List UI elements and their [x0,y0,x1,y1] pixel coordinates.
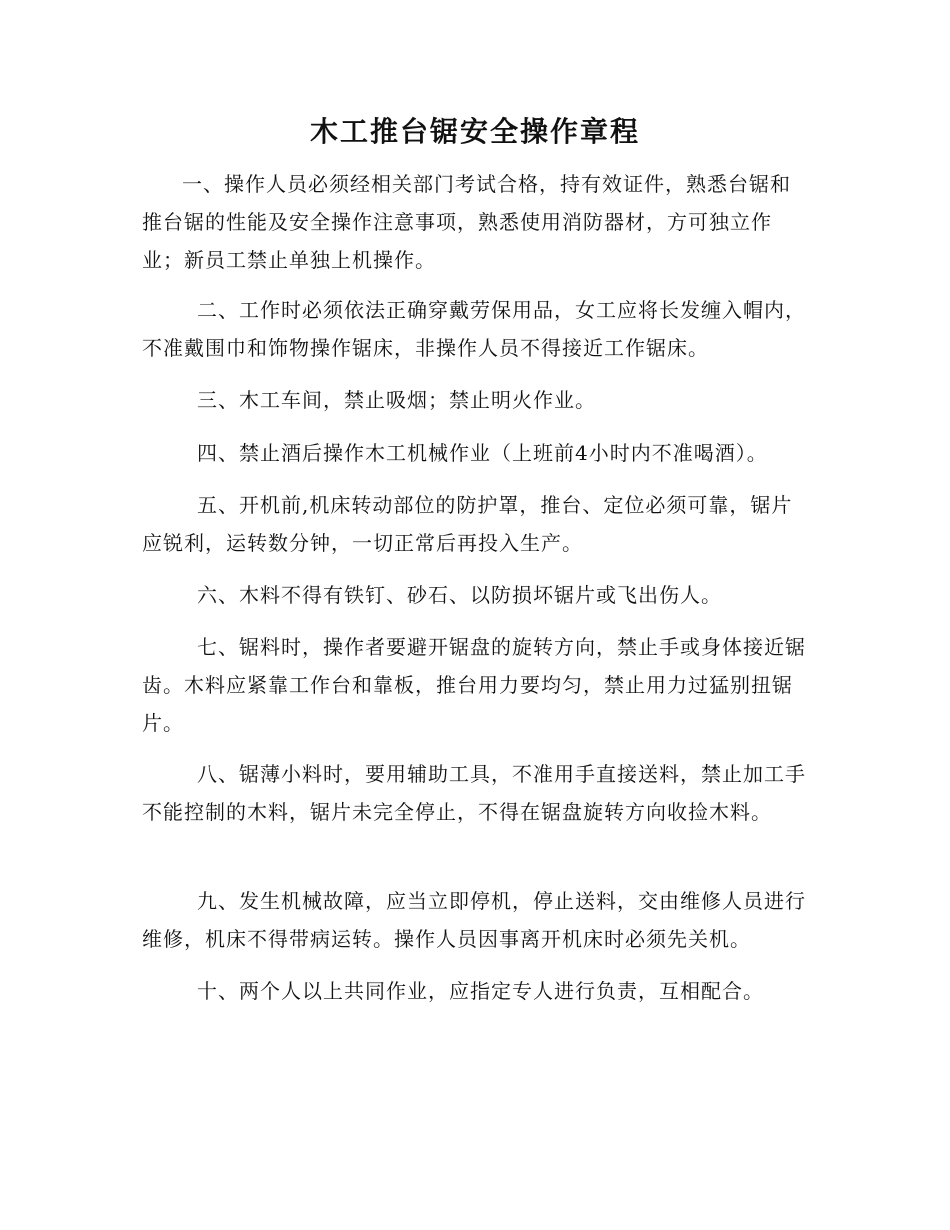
paragraph-7: 七、锯料时，操作者要避开锯盘的旋转方向，禁止手或身体接近锯齿。木料应紧靠工作台和靠板，推台用力要均匀，禁止用力过猛别扭锯片。 [142,635,806,735]
paragraph-9: 九、发生机械故障，应当立即停机，停止送料，交由维修人员进行维修，机床不得带病运转。操作人员因事离开机床时必须先关机。 [142,889,806,951]
paragraph-8: 八、锯薄小料时，要用辅助工具，不准用手直接送料，禁止加工手不能控制的木料，锯片未完全停止，不得在锯盘旋转方向收捡木料。 [142,762,806,824]
paragraph-1: 一、操作人员必须经相关部门考试合格，持有效证件，熟悉台锯和推台锯的性能及安全操作注意事项，熟悉使用消防器材，方可独立作业；新员工禁止单独上机操作。 [142,172,791,272]
paragraph-6: 六、木料不得有铁钉、砂石、以防损坏锯片或飞出伤人。 [197,583,722,607]
paragraph-5: 五、开机前,机床转动部位的防护罩，推台、定位必须可靠，锯片应锐利，运转数分钟，一切正常后再投入生产。 [142,493,793,555]
paragraph-10: 十、两个人以上共同作业，应指定专人进行负责，互相配合。 [197,979,764,1003]
paragraph-3: 三、木工车间，禁止吸烟；禁止明火作业。 [197,388,596,412]
paragraph-4: 四、禁止酒后操作木工机械作业（上班前4小时内不准喝酒）。 [197,441,768,465]
document-title: 木工推台锯安全操作章程 [309,115,640,148]
paragraph-2: 二、工作时必须依法正确穿戴劳保用品，女工应将长发缠入帽内，不准戴围巾和饰物操作锯床，非操作人员不得接近工作锯床。 [142,298,806,360]
